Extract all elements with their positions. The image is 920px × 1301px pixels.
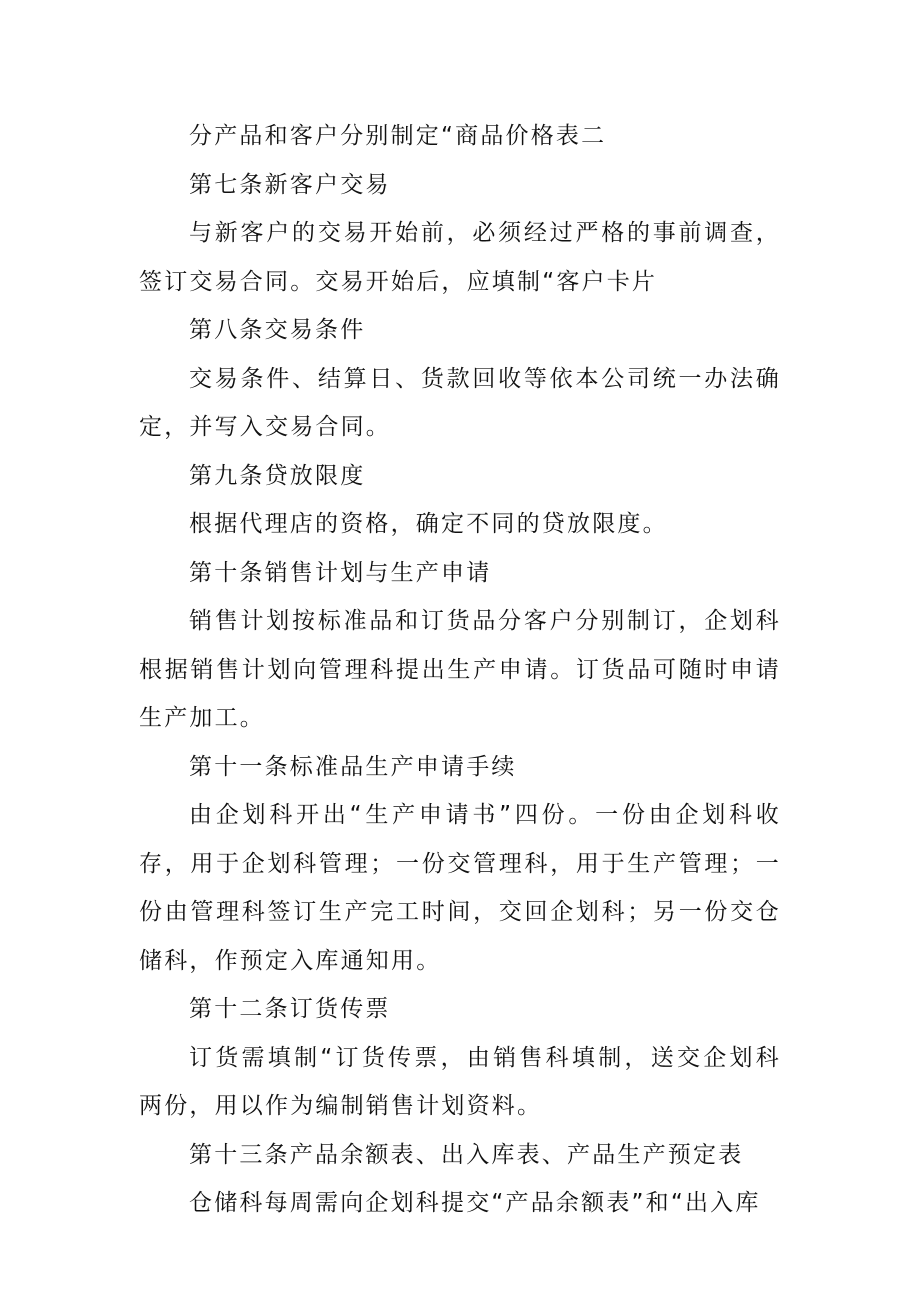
- article-9-body: 根据代理店的资格，确定不同的贷放限度。: [189, 511, 668, 537]
- article-13-body: 仓储科每周需向企划科提交“产品余额表”和“出入库: [189, 1190, 761, 1216]
- article-9-heading: 第九条贷放限度: [189, 462, 366, 489]
- article-11-body: 由企划科开出“生产申请书”四份。一份由企划科收存，用于企划科管理；一份交管理科，用于生产管理；一份由管理科签订生产完工时间，交回企划科；另一份交仓储科，作预定入库通知用。: [139, 802, 781, 974]
- document-body: [139, 112, 781, 1228]
- article-12-heading: 第十二条订货传票: [189, 996, 391, 1022]
- article-12-body: 订货需填制“订货传票，由销售科填制，送交企划科两份，用以作为编制销售计划资料。: [139, 1044, 781, 1119]
- paragraph-price-table: 分产品和客户分别制定“商品价格表二: [189, 123, 607, 149]
- article-10-body: 销售计划按标准品和订货品分客户分别制订，企划科根据销售计划向管理科提出生产申请。订货品可随时申请生产加工。: [139, 608, 781, 731]
- article-7-body: 与新客户的交易开始前，必须经过严格的事前调查，签订交易合同。交易开始后，应填制“客户卡片: [139, 220, 781, 295]
- article-7-heading: 第七条新客户交易: [189, 171, 391, 198]
- article-13-heading: 第十三条产品余额表、出入库表、产品生产预定表: [189, 1141, 744, 1168]
- article-11-heading: 第十一条标准品生产申请手续: [189, 753, 517, 780]
- article-8-heading: 第八条交易条件: [189, 317, 366, 343]
- article-10-heading: 第十条销售计划与生产申请: [189, 559, 492, 586]
- article-8-body: 交易条件、结算日、货款回收等依本公司统一办法确定，并写入交易合同。: [139, 365, 781, 440]
